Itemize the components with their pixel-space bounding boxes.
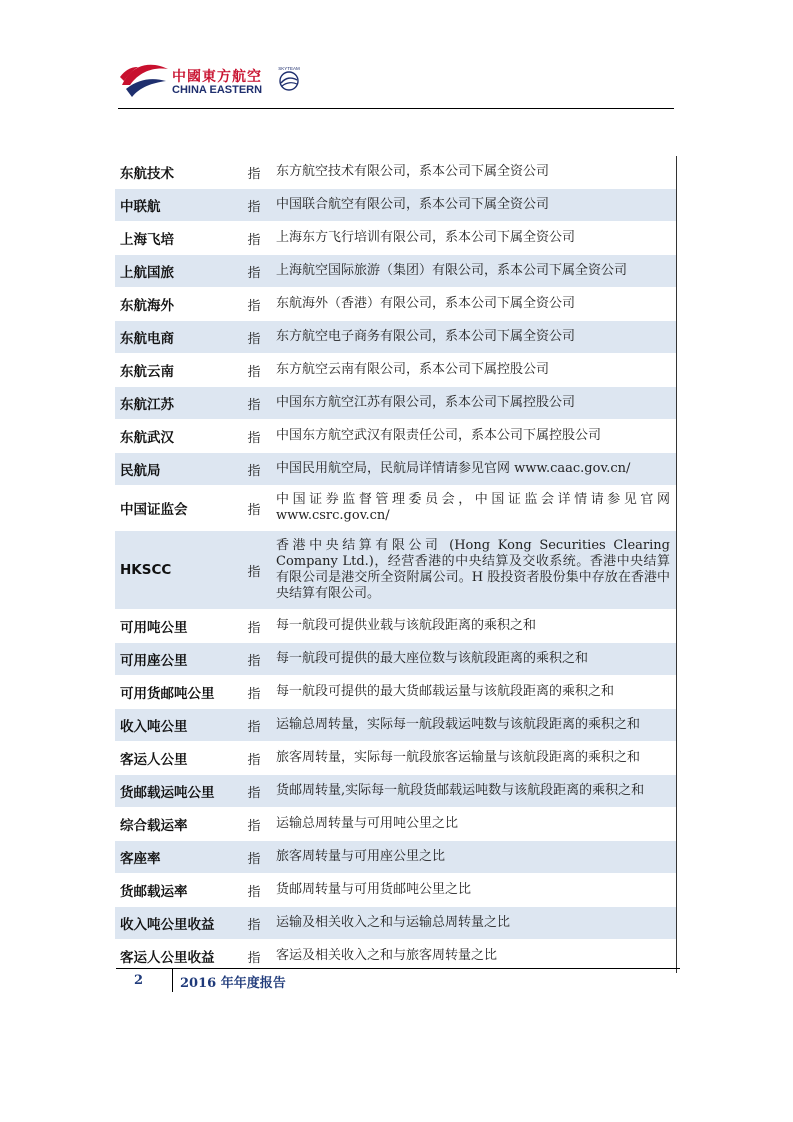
refers-to-marker: 指 [247, 331, 261, 347]
refers-to-marker: 指 [247, 502, 261, 518]
table-row [115, 742, 676, 775]
china-eastern-logo [118, 55, 308, 105]
refers-to-marker: 指 [247, 653, 261, 669]
refers-to-marker: 指 [247, 298, 261, 314]
table-row [115, 610, 676, 643]
glossary-term: 客运人公里收益 [120, 950, 215, 966]
logo-name-en: CHINA EASTERN [172, 84, 263, 96]
glossary-definition: 中国东方航空武汉有限责任公司，系本公司下属控股公司 [276, 428, 602, 443]
refers-to-marker: 指 [247, 620, 261, 636]
glossary-definition: 旅客周转量，实际每一航段旅客运输量与该航段距离的乘积之和 [276, 750, 641, 765]
header-rule [118, 108, 674, 109]
glossary-definition: 东方航空技术有限公司，系本公司下属全资公司 [276, 164, 550, 179]
skyteam-label: SKYTEAM [278, 66, 300, 71]
glossary-definition: 运输及相关收入之和与运输总周转量之比 [276, 915, 511, 930]
glossary-definition: 运输总周转量，实际每一航段载运吨数与该航段距离的乘积之和 [276, 717, 641, 732]
refers-to-marker: 指 [247, 364, 261, 380]
table-row [115, 775, 676, 808]
page-number: 2 [134, 973, 144, 988]
refers-to-marker: 指 [247, 884, 261, 900]
table-row [115, 156, 676, 189]
glossary-term: 上航国旅 [120, 265, 174, 281]
table-row [115, 841, 676, 874]
refers-to-marker: 指 [247, 818, 261, 834]
refers-to-marker: 指 [247, 719, 261, 735]
refers-to-marker: 指 [247, 752, 261, 768]
glossary-term: 上海飞培 [120, 232, 174, 248]
swallow-logo-icon [118, 55, 170, 105]
table-row [115, 288, 676, 321]
glossary-term: 收入吨公里 [120, 719, 188, 735]
table-row [115, 531, 676, 610]
glossary-term: 可用货邮吨公里 [120, 686, 215, 702]
glossary-definition: 每一航段可提供的最大座位数与该航段距离的乘积之和 [276, 651, 589, 666]
glossary-term: 东航云南 [120, 364, 174, 380]
glossary-term: 东航海外 [120, 298, 174, 314]
table-row [115, 907, 676, 940]
glossary-definition: 货邮周转量与可用货邮吨公里之比 [276, 882, 472, 897]
glossary-definition: 运输总周转量与可用吨公里之比 [276, 816, 459, 831]
glossary-definition: 香港中央结算有限公司 (Hong Kong Securities Clearing Company Ltd.)，经营香港的中央结算及交收系统。香港中央结算有限公司是港交所全资附属公司。H 股投资者股份集中存放在香港中央结算有限公司。 [276, 538, 670, 601]
refers-to-marker: 指 [247, 463, 261, 479]
glossary-term: 可用吨公里 [120, 620, 188, 636]
refers-to-marker: 指 [247, 917, 261, 933]
table-row [115, 808, 676, 841]
glossary-table [115, 156, 677, 973]
table-row [115, 676, 676, 709]
refers-to-marker: 指 [247, 564, 261, 580]
table-row [115, 387, 676, 420]
glossary-term: 东航电商 [120, 331, 174, 347]
glossary-definition: 上海东方飞行培训有限公司，系本公司下属全资公司 [276, 230, 576, 245]
footer-rule [116, 968, 680, 969]
table-row [115, 709, 676, 742]
table-row [115, 453, 676, 486]
glossary-definition: 旅客周转量与可用座公里之比 [276, 849, 446, 864]
table-row [115, 255, 676, 288]
glossary-definition: 东方航空云南有限公司，系本公司下属控股公司 [276, 362, 550, 377]
logo-name-cn: 中國東方航空 [172, 69, 262, 85]
glossary-term: 客座率 [120, 851, 161, 867]
glossary-definition: 东方航空电子商务有限公司，系本公司下属全资公司 [276, 329, 576, 344]
footer-separator [172, 968, 173, 992]
glossary-term: 收入吨公里收益 [120, 917, 215, 933]
table-row [115, 874, 676, 907]
table-row [115, 321, 676, 354]
refers-to-marker: 指 [247, 397, 261, 413]
table-row [115, 222, 676, 255]
glossary-term: 综合载运率 [120, 818, 188, 834]
glossary-definition: 中国民用航空局，民航局详情请参见官网 www.caac.gov.cn/ [276, 461, 631, 476]
glossary-definition: 货邮周转量,实际每一航段货邮载运吨数与该航段距离的乘积之和 [276, 783, 645, 798]
refers-to-marker: 指 [247, 686, 261, 702]
glossary-term: 货邮载运吨公里 [120, 785, 215, 801]
glossary-definition: 中国东方航空江苏有限公司，系本公司下属控股公司 [276, 395, 576, 410]
refers-to-marker: 指 [247, 950, 261, 966]
table-row [115, 420, 676, 453]
glossary-definition: 上海航空国际旅游（集团）有限公司，系本公司下属全资公司 [276, 263, 628, 278]
glossary-term: 中联航 [120, 199, 161, 215]
glossary-term: 东航技术 [120, 166, 174, 182]
refers-to-marker: 指 [247, 430, 261, 446]
table-row [115, 486, 676, 531]
skyteam-icon [274, 65, 304, 95]
glossary-definition: 中国联合航空有限公司，系本公司下属全资公司 [276, 197, 550, 212]
glossary-term: 东航武汉 [120, 430, 174, 446]
glossary-term: 中国证监会 [120, 502, 188, 518]
table-row [115, 643, 676, 676]
glossary-definition: 中国证券监督管理委员会，中国证监会详情请参见官网 www.csrc.gov.cn/ [276, 492, 670, 523]
glossary-definition: 每一航段可提供的最大货邮载运量与该航段距离的乘积之和 [276, 684, 615, 699]
glossary-term: 客运人公里 [120, 752, 188, 768]
refers-to-marker: 指 [247, 785, 261, 801]
table-row [115, 354, 676, 387]
glossary-term: 可用座公里 [120, 653, 188, 669]
refers-to-marker: 指 [247, 265, 261, 281]
refers-to-marker: 指 [247, 232, 261, 248]
glossary-term: HKSCC [120, 562, 172, 578]
glossary-definition: 每一航段可提供业载与该航段距离的乘积之和 [276, 618, 537, 633]
refers-to-marker: 指 [247, 166, 261, 182]
refers-to-marker: 指 [247, 851, 261, 867]
refers-to-marker: 指 [247, 199, 261, 215]
glossary-term: 民航局 [120, 463, 161, 479]
glossary-term: 货邮载运率 [120, 884, 188, 900]
glossary-term: 东航江苏 [120, 397, 174, 413]
table-row [115, 189, 676, 222]
report-title: 2016 年年度报告 [180, 976, 286, 991]
glossary-definition: 客运及相关收入之和与旅客周转量之比 [276, 948, 498, 963]
glossary-definition: 东航海外（香港）有限公司，系本公司下属全资公司 [276, 296, 576, 311]
